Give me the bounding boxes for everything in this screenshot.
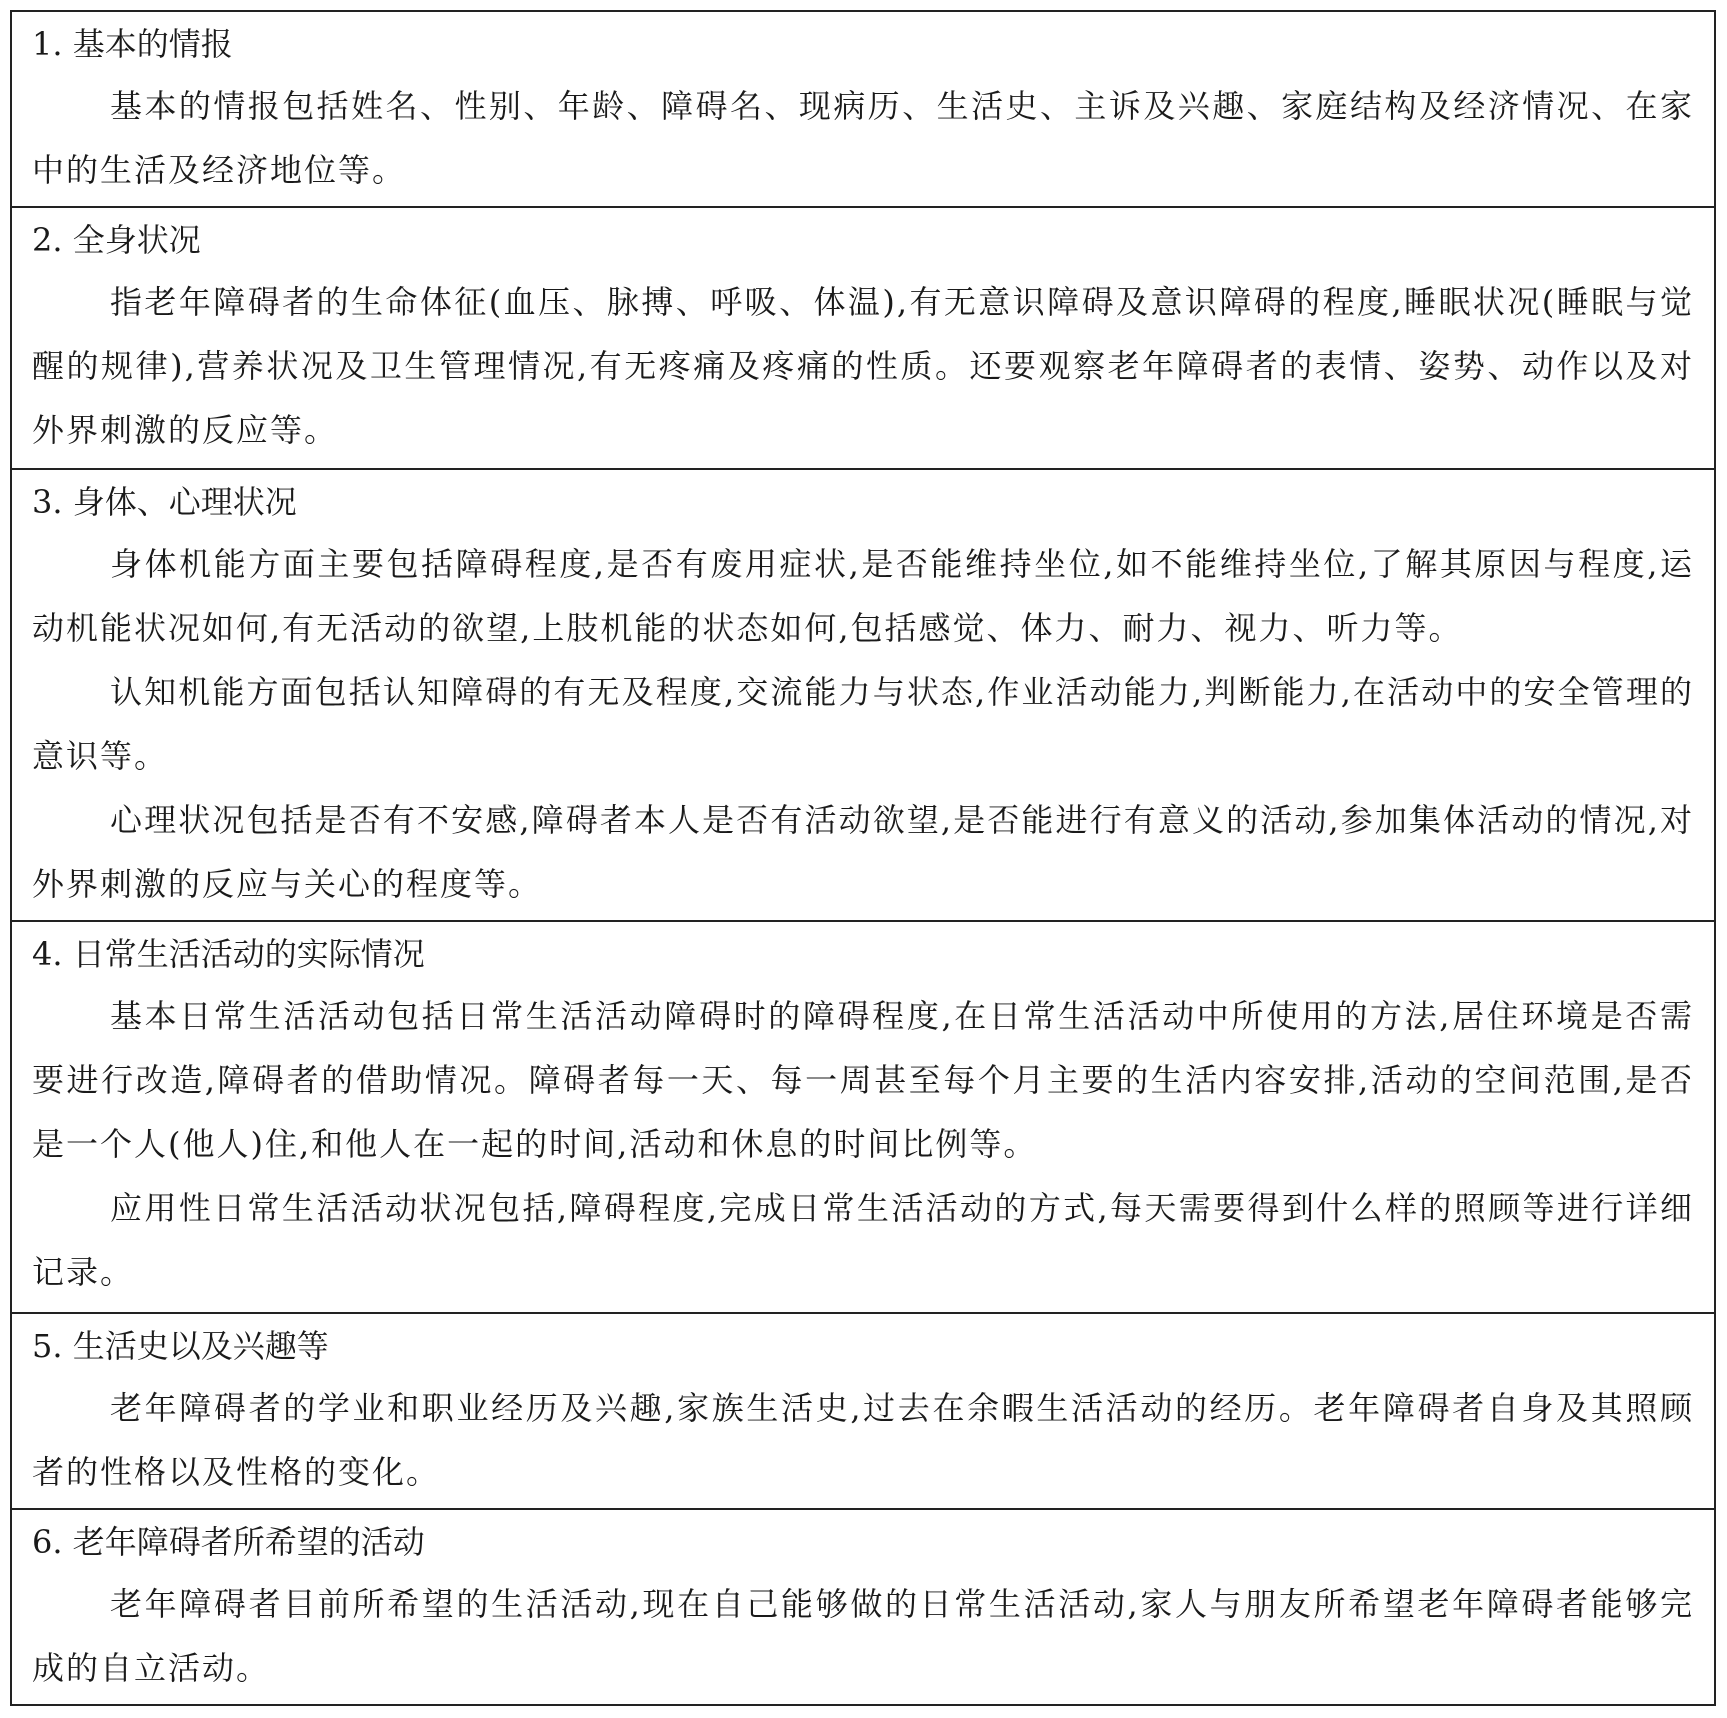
section-physical-mental-condition <box>12 470 1714 922</box>
section-paragraph: 应用性日常生活活动状况包括,障碍程度,完成日常生活活动的方式,每天需要得到什么样的照顾等进行详细记录。 <box>32 1189 1694 1291</box>
section-daily-living <box>12 922 1714 1314</box>
section-paragraph: 认知机能方面包括认知障碍的有无及程度,交流能力与状态,作业活动能力,判断能力,在活动中的安全管理的意识等。 <box>32 673 1694 775</box>
section-paragraph: 心理状况包括是否有不安感,障碍者本人是否有活动欲望,是否能进行有意义的活动,参加集体活动的情况,对外界刺激的反应与关心的程度等。 <box>32 801 1694 903</box>
section-title: 1. 基本的情报 <box>32 25 233 63</box>
info-table <box>10 10 1716 1706</box>
section-paragraph: 老年障碍者的学业和职业经历及兴趣,家族生活史,过去在余暇生活活动的经历。老年障碍者自身及其照顾者的性格以及性格的变化。 <box>32 1389 1694 1491</box>
section-title: 5. 生活史以及兴趣等 <box>32 1327 329 1365</box>
section-paragraph: 老年障碍者目前所希望的生活活动,现在自己能够做的日常生活活动,家人与朋友所希望老年障碍者能够完成的自立活动。 <box>32 1585 1694 1687</box>
section-paragraph: 指老年障碍者的生命体征(血压、脉搏、呼吸、体温),有无意识障碍及意识障碍的程度,睡眠状况(睡眠与觉醒的规律),营养状况及卫生管理情况,有无疼痛及疼痛的性质。还要观察老年障碍者的表情、姿势、动作以及对外界刺激的反应等。 <box>32 283 1694 449</box>
section-desired-activities <box>12 1510 1714 1704</box>
section-paragraph: 身体机能方面主要包括障碍程度,是否有废用症状,是否能维持坐位,如不能维持坐位,了解其原因与程度,运动机能状况如何,有无活动的欲望,上肢机能的状态如何,包括感觉、体力、耐力、视力、听力等。 <box>32 545 1694 647</box>
section-title: 4. 日常生活活动的实际情况 <box>32 935 425 973</box>
section-title: 6. 老年障碍者所希望的活动 <box>32 1523 425 1561</box>
section-title: 2. 全身状况 <box>32 221 201 259</box>
section-general-condition <box>12 208 1714 470</box>
section-title: 3. 身体、心理状况 <box>32 483 297 521</box>
section-life-history <box>12 1314 1714 1510</box>
section-paragraph: 基本日常生活活动包括日常生活活动障碍时的障碍程度,在日常生活活动中所使用的方法,居住环境是否需要进行改造,障碍者的借助情况。障碍者每一天、每一周甚至每个月主要的生活内容安排,活动的空间范围,是否是一个人(他人)住,和他人在一起的时间,活动和休息的时间比例等。 <box>32 997 1694 1163</box>
section-paragraph: 基本的情报包括姓名、性别、年龄、障碍名、现病历、生活史、主诉及兴趣、家庭结构及经济情况、在家中的生活及经济地位等。 <box>32 87 1694 189</box>
section-basic-info <box>12 12 1714 208</box>
